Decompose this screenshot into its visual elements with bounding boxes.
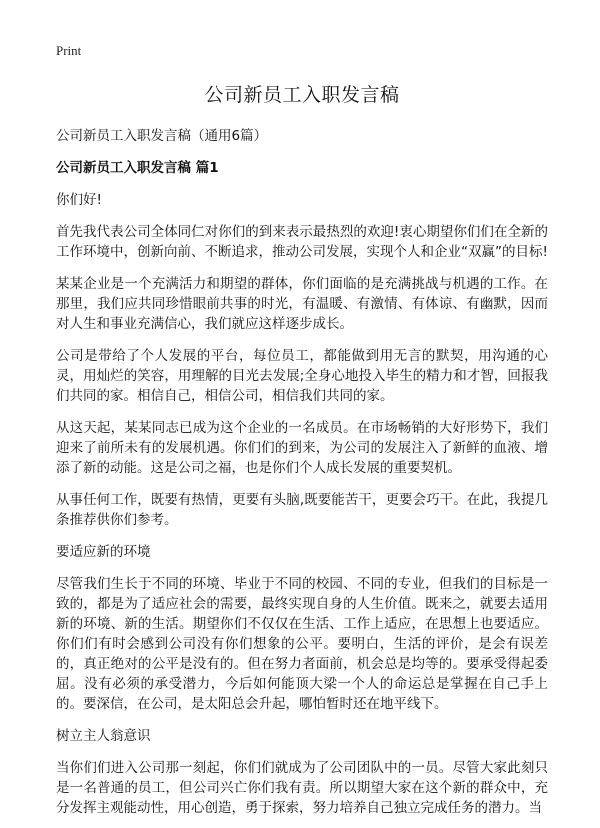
section-heading: 公司新员工入职发言稿 篇1 — [56, 160, 219, 176]
sub-heading-environment: 要适应新的环境 — [56, 544, 151, 560]
paragraph-advice: 从事任何工作，既要有热情，更要有头脑,既要能苦干，更要会巧干。在此，我提几条推荐供你们参考。 — [56, 492, 548, 528]
paragraph-team: 某某企业是一个充满活力和期望的群体，你们面临的是充满挑战与机遇的工作。在那里，我们应共同珍惜眼前共事的时光，有温暖、有激情、有体谅、有幽默，因而对人生和事业充满信心，我们就应这样逐步成长。 — [56, 276, 548, 332]
paragraph-opportunity: 从这天起，某某同志已成为这个企业的一名成员。在市场畅销的大好形势下，我们迎来了前所未有的发展机遇。你们们的到来，为公司的发展注入了新鲜的血液、增添了新的动能。这是公司之福，也是你们个人成长发展的重要契机。 — [56, 420, 548, 476]
document-subtitle: 公司新员工入职发言稿（通用6篇） — [56, 128, 268, 144]
paragraph-platform: 公司是带给了个人发展的平台，每位员工，都能做到用无言的默契，用沟通的心灵，用灿烂的笑容，用理解的目光去发展;全身心地投入毕生的精力和才智，回报我们共同的家。相信自己，相信公司，相信我们共同的家。 — [56, 348, 548, 404]
sub-heading-ownership: 树立主人翁意识 — [56, 728, 151, 744]
paragraph-welcome: 首先我代表公司全体同仁对你们的到来表示最热烈的欢迎!衷心期望你们们在全新的工作环境中，创新向前、不断追求，推动公司发展，实现个人和企业“双赢”的目标! — [56, 224, 548, 260]
print-label[interactable]: Print — [56, 43, 82, 58]
paragraph-environment: 尽管我们生长于不同的环境、毕业于不同的校园、不同的专业，但我们的目标是一致的，都是为了适应社会的需要，最终实现自身的人生价值。既来之，就要去适用新的环境、新的生活。期望你们不仅仅在生活、工作上适应，在思想上也要适应。你们们有时会感到公司没有你们想象的公平。要明白，生活的评价，是会有误差的，真正绝对的公平是没有的。但在努力者面前，机会总是均等的。要承受得起委屈。没有必须的承受潜力，今后如何能顶大梁一个人的命运总是掌握在自己手上的。要深信，在公司，是太阳总会升起，哪怕暂时还在地平线下。 — [56, 576, 548, 712]
greeting: 你们好! — [56, 192, 102, 208]
page-title: 公司新员工入职发言稿 — [204, 84, 400, 106]
paragraph-ownership: 当你们们进入公司那一刻起，你们们就成为了公司团队中的一员。尽管大家此刻只是一名普通的员工，但公司兴亡你们我有责。所以期望大家在这个新的群众中，充分发挥主观能动性，用心创造，勇于探索，努力培养自己独立完成任务的潜力。当 — [56, 760, 548, 816]
